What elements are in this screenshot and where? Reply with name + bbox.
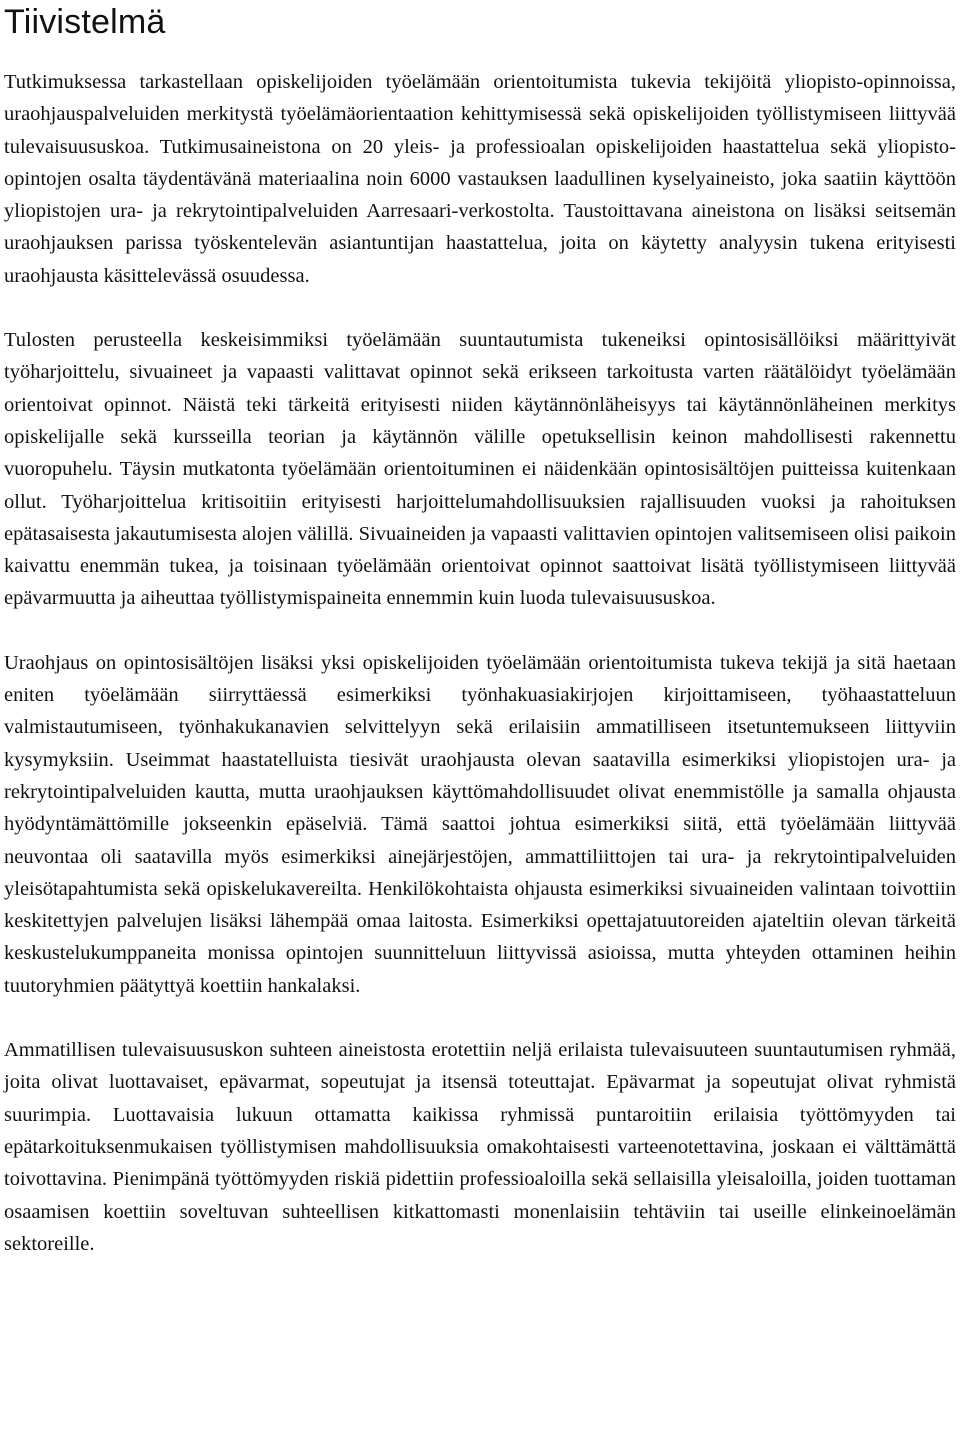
- paragraph-career-guidance: Uraohjaus on opintosisältöjen lisäksi yksi opiskelijoiden työelämään orientoitumista tukeva tekijä ja sitä haetaan eniten työelämään siirryttäessä esimerkiksi työnhakuasiakirjojen kirjoittamiseen, työhaastatteluun valmistautumiseen, työnhakukanavien selvittelyyn sekä erilaisiin ammatilliseen itsetuntemukseen liittyviin kysymyksiin. Useimmat haastatelluista tiesivät uraohjausta olevan saatavilla esimerkiksi yliopistojen ura- ja rekrytointipalveluiden kautta, mutta uraohjauksen käyttömahdollisuudet olivat enemmistölle ja samalla ohjausta hyödyntämättömille jokseenkin epäselviä. Tämä saattoi johtua esimerkiksi siitä, että työelämään liittyvää neuvontaa oli saatavilla myös esimerkiksi ainejärjestöjen, ammattiliittojen tai ura- ja rekrytointipalveluiden yleisötapahtumista sekä opiskelukavereilta. Henkilökohtaista ohjausta esimerkiksi sivuaineiden valintaan toivottiin keskitettyjen palvelujen lisäksi lähempää omaa laitosta. Esimerkiksi opettajatuutoreiden ajateltiin olevan tärkeitä keskustelukumppaneita monissa opintojen suunnitteluun liittyvissä asioissa, mutta yhteyden ottaminen heihin tuutoryhmien päätyttyä koettiin hankalaksi.: [4, 651, 956, 997]
- abstract-page: [4, 0, 956, 1260]
- paragraph-study-contents: Tulosten perusteella keskeisimmiksi työelämään suuntautumista tukeneiksi opintosisällöiksi määrittyivät työharjoittelu, sivuaineet ja vapaasti valittavat opinnot sekä erikseen tarkoitusta varten räätälöidyt työelämään orientoivat opinnot. Näistä teki tärkeitä erityisesti niiden käytännönläheisyys tai käytännönläheinen merkitys opiskelijalle sekä kursseilla teorian ja käytännön välille opetuksellisin keinon mahdollisesti rakennettu vuoropuhelu. Täysin mutkatonta työelämään orientoituminen ei näidenkään opintosisältöjen puitteissa kuitenkaan ollut. Työharjoittelua kritisoitiin erityisesti harjoittelumahdollisuuksien rajallisuuden vuoksi ja rahoituksen epätasaisesta jakautumisesta alojen välillä. Sivuaineiden ja vapaasti valittavien opintojen valitsemiseen olisi paikoin kaivattu enemmän tukea, ja toisinaan työelämään orientoivat opinnot saattoivat lisätä työllistymiseen liittyvää epävarmuutta ja aiheuttaa työllistymispaineita ennemmin kuin luoda tulevaisuususkoa.: [4, 329, 956, 610]
- paragraph-study-overview: Tutkimuksessa tarkastellaan opiskelijoiden työelämään orientoitumista tukevia tekijöitä yliopisto-opinnoissa, uraohjauspalveluiden merkitystä työelämäorientaation kehittymisessä sekä opiskelijoiden työllistymiseen liittyvää tulevaisuususkoa. Tutkimusaineistona on 20 yleis- ja professioalan opiskelijoiden haastattelua sekä yliopisto-opintojen osalta täydentävänä materiaalina noin 6000 vastauksen laadullinen kyselyaineisto, joka saatiin käyttöön yliopistojen ura- ja rekrytointipalveluiden Aarresaari-verkostolta. Taustoittavana aineistona on lisäksi seitsemän uraohjauksen parissa työskentelevän asiantuntijan haastattelua, joita on käytetty analyysin tukena erityisesti uraohjausta käsittelevässä osuudessa.: [4, 71, 956, 287]
- page-title: Tiivistelmä: [4, 3, 166, 41]
- paragraph-future-outlook: Ammatillisen tulevaisuususkon suhteen aineistosta erotettiin neljä erilaista tulevaisuuteen suuntautumisen ryhmää, joita olivat luottavaiset, epävarmat, sopeutujat ja itsensä toteuttajat. Epävarmat ja sopeutujat olivat ryhmistä suurimpia. Luottavaisia lukuun ottamatta kaikissa ryhmissä puntaroitiin erilaisia työttömyyden tai epätarkoituksenmukaisen työllistymisen mahdollisuuksia omakohtaisesti varteenotettavina, joskaan ei välttämättä toivottavina. Pienimpänä työttömyyden riskiä pidettiin professioaloilla sekä sellaisilla yleisaloilla, joiden tuottaman osaamisen koettiin soveltuvan suhteellisen kitkattomasti monenlaisiin tehtäviin tai useille elinkeinoelämän sektoreille.: [4, 1039, 956, 1255]
